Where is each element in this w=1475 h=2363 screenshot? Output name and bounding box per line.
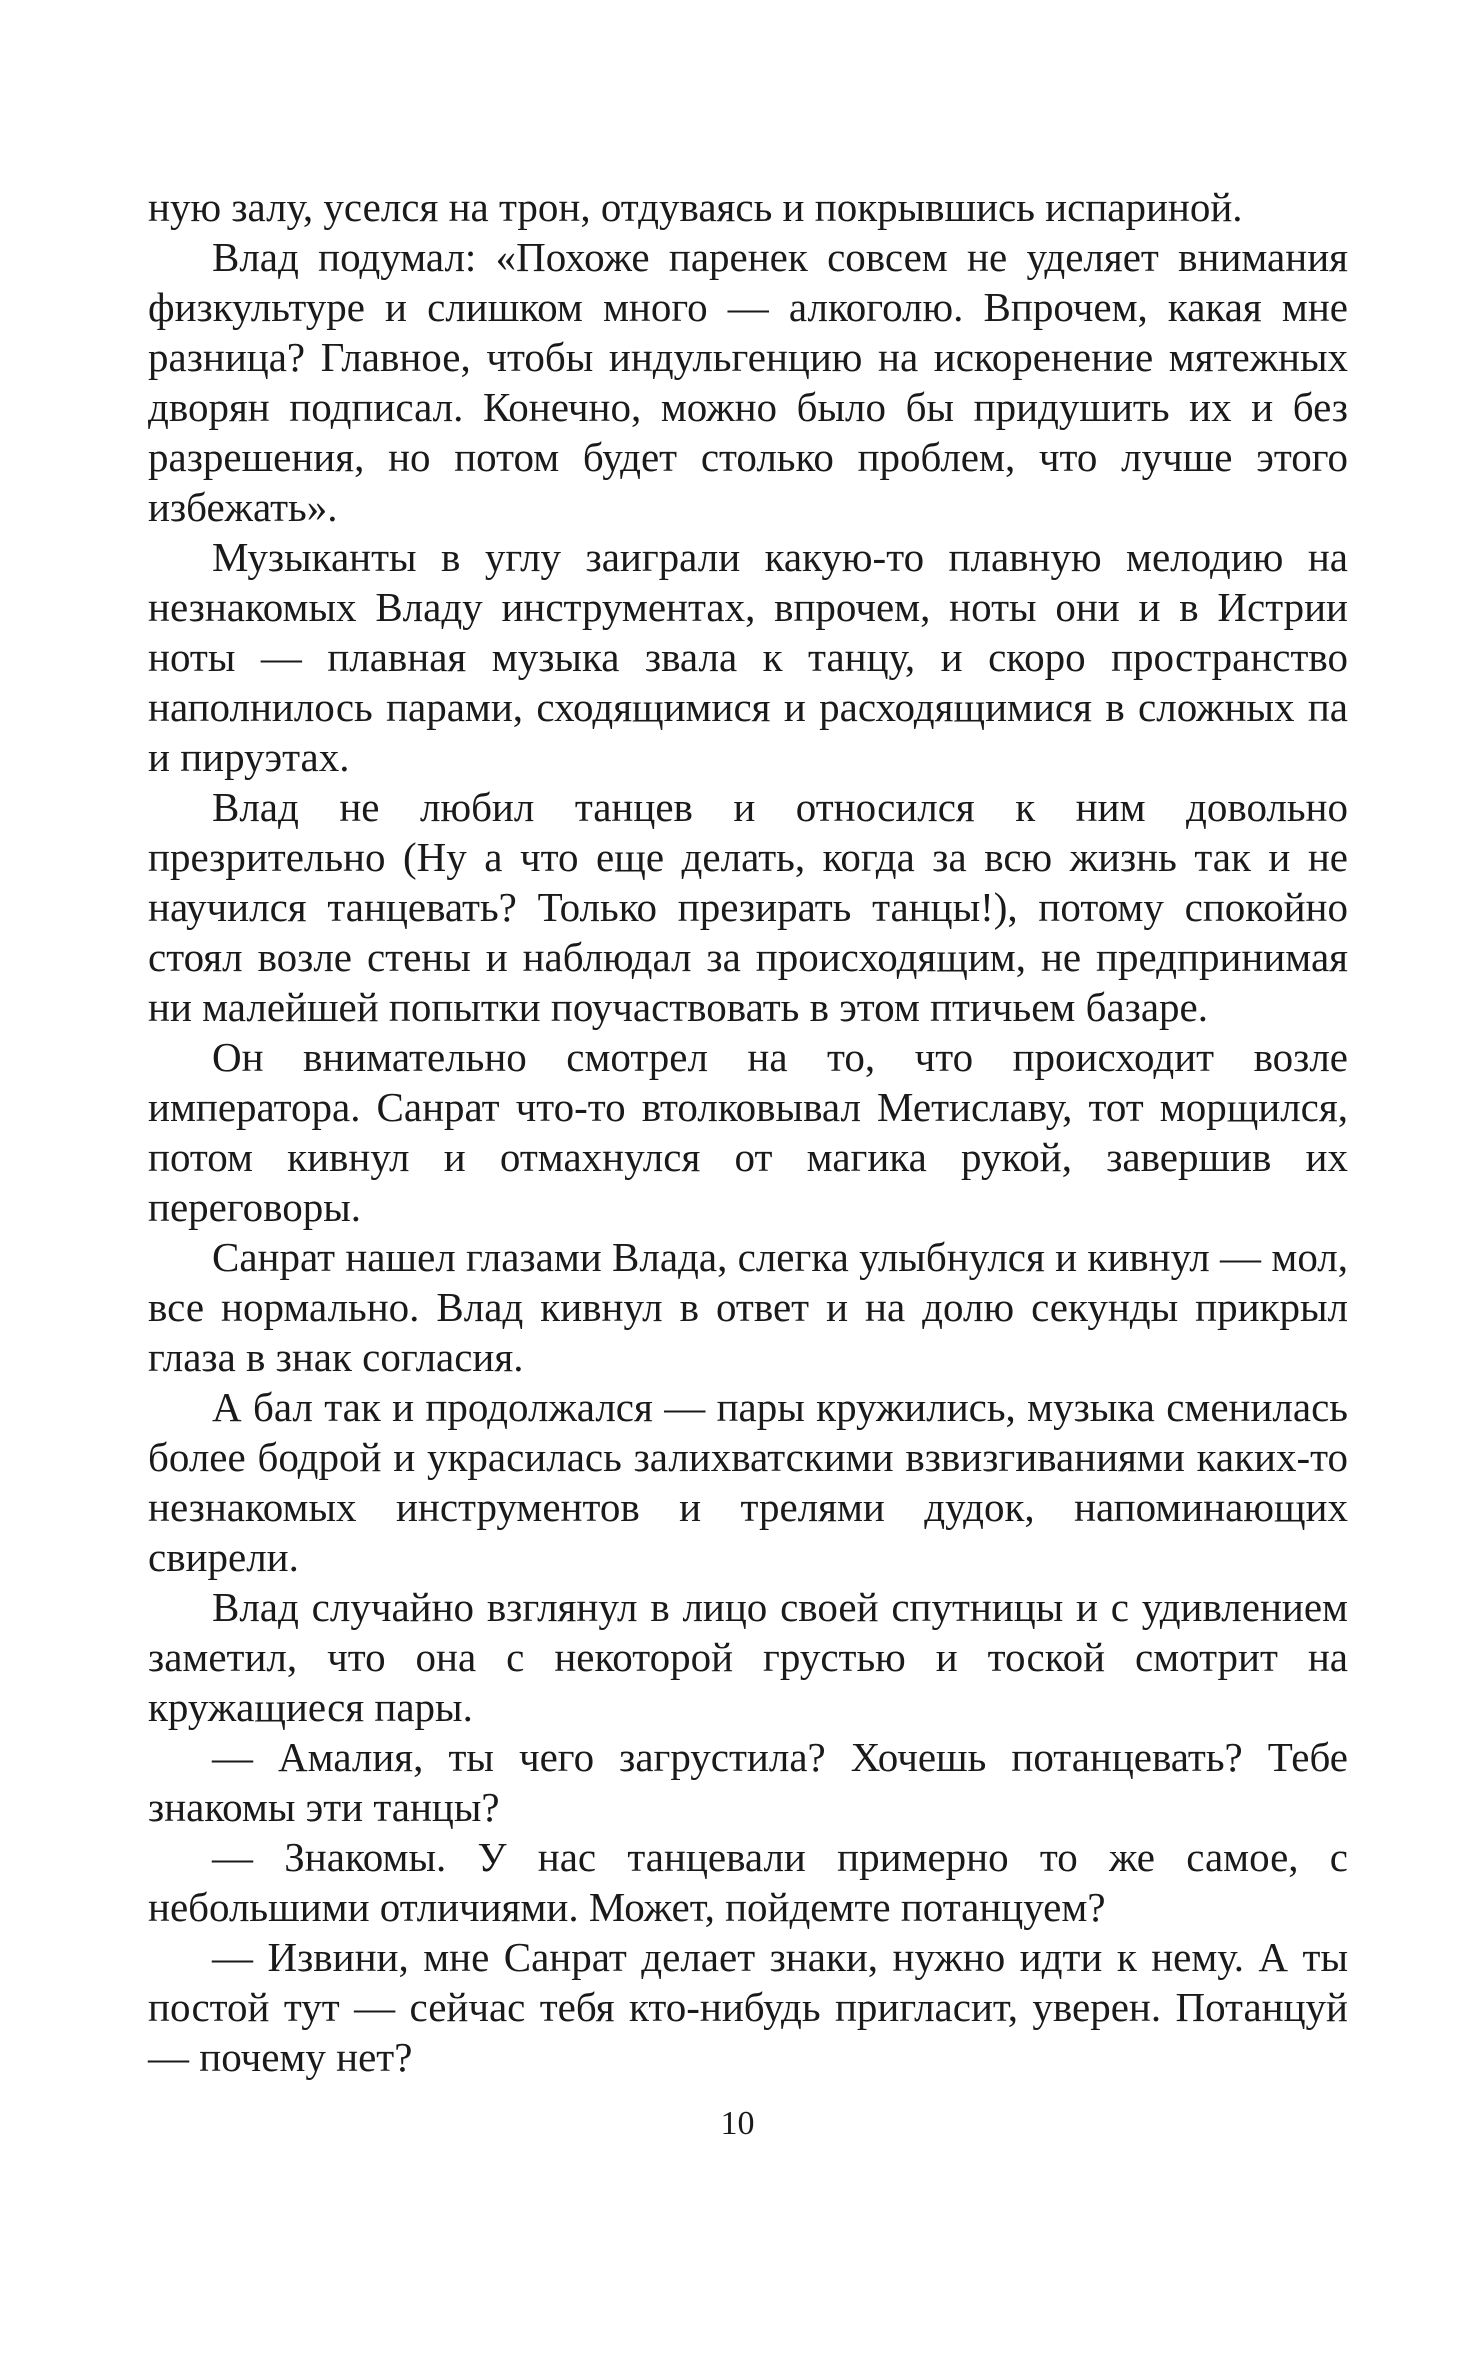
dialogue-line-1: — Амалия, ты чего загрустила? Хочешь потанцевать? Тебе знакомы эти танцы? [148, 1734, 1348, 1830]
paragraph-7: А бал так и продолжался — пары кружились, музыка сменилась более бодрой и украсилась залихватскими взвизгиваниями каких-то незнакомых инструментов и трелями дудок, напоминающих свирели. [148, 1384, 1348, 1580]
paragraph-5: Он внимательно смотрел на то, что происходит возле императора. Санрат что-то втолковывал Метиславу, тот морщился, потом кивнул и отмахнулся от магика рукой, завершив их переговоры. [148, 1034, 1348, 1230]
paragraph-1: ную залу, уселся на трон, отдуваясь и покрывшись испариной. [148, 184, 1243, 230]
paragraph-6: Санрат нашел глазами Влада, слегка улыбнулся и кивнул — мол, все нормально. Влад кивнул в ответ и на долю секунды прикрыл глаза в знак согласия. [148, 1234, 1348, 1380]
dialogue-line-3: — Извини, мне Санрат делает знаки, нужно идти к нему. А ты постой тут — сейчас тебя кто-нибудь пригласит, уверен. Потанцуй — почему нет? [148, 1934, 1348, 2080]
paragraph-2: Влад подумал: «Похоже паренек совсем не уделяет внимания физкультуре и слишком много — алкоголю. Впрочем, какая мне разница? Главное, чтобы индульгенцию на искоренение мятежных дворян подписал. Конечно, можно было бы придушить их и без разрешения, но потом будет столько проблем, что лучше этого избежать». [148, 234, 1348, 530]
paragraph-8: Влад случайно взглянул в лицо своей спутницы и с удивлением заметил, что она с некоторой грустью и тоской смотрит на кружащиеся пары. [148, 1584, 1348, 1730]
paragraph-3: Музыканты в углу заиграли какую-то плавную мелодию на незнакомых Владу инструментах, впрочем, ноты они и в Истрии ноты — плавная музыка звала к танцу, и скоро пространство наполнилось парами, сходящимися и расходящимися в сложных па и пируэтах. [148, 534, 1348, 780]
book-page-text [148, 182, 1348, 2082]
paragraph-4: Влад не любил танцев и относился к ним довольно презрительно (Ну а что еще делать, когда за всю жизнь так и не научился танцевать? Только презирать танцы!), потому спокойно стоял возле стены и наблюдал за происходящим, не предпринимая ни малейшей попытки поучаствовать в этом птичьем базаре. [148, 784, 1348, 1030]
dialogue-line-2: — Знакомы. У нас танцевали примерно то же самое, с небольшими отличиями. Может, пойдемте потанцуем? [148, 1834, 1348, 1930]
page-number: 10 [720, 2105, 755, 2142]
